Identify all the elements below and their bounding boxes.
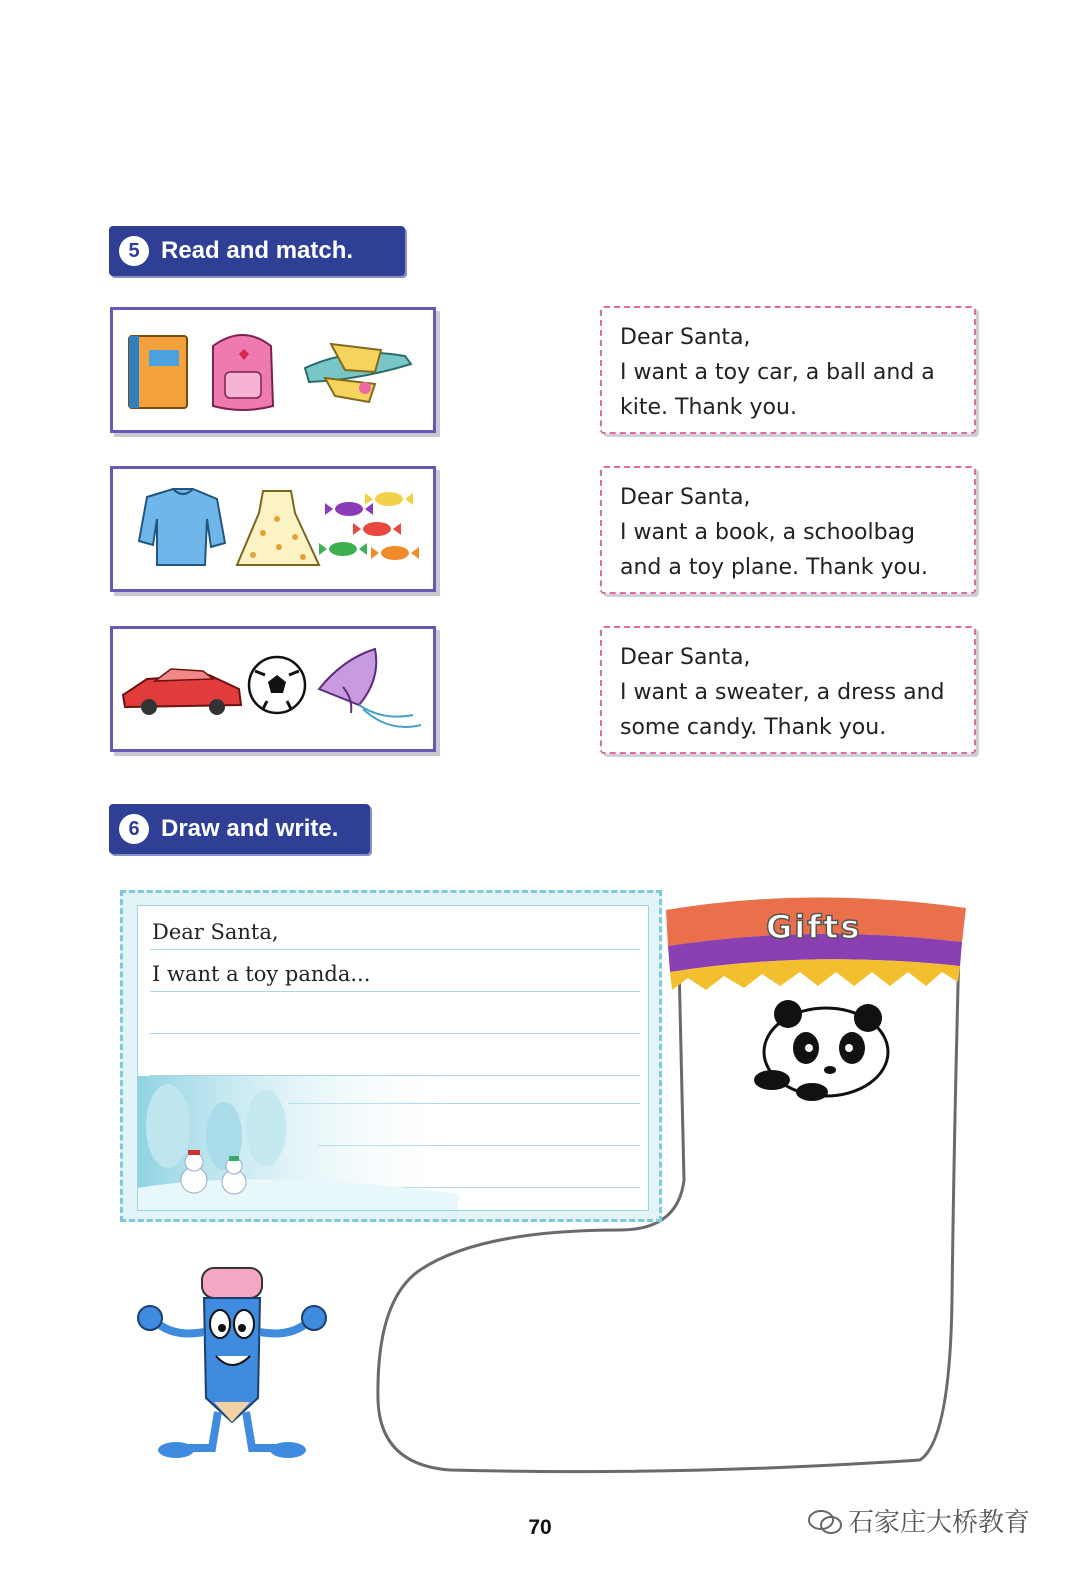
pencil-mascot-icon bbox=[132, 1262, 332, 1462]
exercise-6-title: Draw and write. bbox=[161, 815, 339, 842]
card-line-2: I want a toy panda... bbox=[152, 962, 371, 986]
exercise-5-header bbox=[109, 226, 405, 276]
candy-icon bbox=[319, 492, 419, 560]
letter-3-line-2: I want a sweater, a dress and bbox=[620, 680, 945, 705]
letter-1-line-3: kite. Thank you. bbox=[620, 395, 797, 420]
picture-box-1[interactable] bbox=[110, 307, 436, 433]
letter-2-line-2: I want a book, a schoolbag bbox=[620, 520, 916, 545]
picture-box-2[interactable] bbox=[110, 466, 436, 592]
letter-1[interactable] bbox=[600, 306, 976, 434]
letter-1-line-2: I want a toy car, a ball and a bbox=[620, 360, 935, 385]
kite-icon bbox=[319, 649, 421, 727]
writing-line bbox=[150, 1033, 640, 1034]
writing-card[interactable] bbox=[120, 890, 662, 1222]
card-line-1: Dear Santa, bbox=[152, 920, 279, 944]
letter-1-line-1: Dear Santa, bbox=[620, 325, 751, 350]
book-icon bbox=[129, 336, 187, 408]
schoolbag-icon bbox=[213, 335, 273, 410]
stocking-label: Gifts bbox=[766, 908, 862, 946]
letter-3[interactable] bbox=[600, 626, 976, 754]
watermark bbox=[808, 1502, 1030, 1539]
letter-2-line-1: Dear Santa, bbox=[620, 485, 751, 510]
winter-scene bbox=[138, 1076, 458, 1211]
exercise-5-title: Read and match. bbox=[161, 237, 354, 264]
panda-icon bbox=[754, 1000, 888, 1101]
letter-2-line-3: and a toy plane. Thank you. bbox=[620, 555, 928, 580]
letter-2[interactable] bbox=[600, 466, 976, 594]
picture-box-3[interactable] bbox=[110, 626, 436, 752]
letter-3-line-1: Dear Santa, bbox=[620, 645, 751, 670]
wechat-icon bbox=[808, 1509, 842, 1535]
exercise-5-number: 5 bbox=[119, 236, 149, 266]
exercise-6-number: 6 bbox=[119, 814, 149, 844]
toy-car-icon bbox=[123, 669, 241, 715]
writing-card-paper bbox=[137, 905, 649, 1211]
letter-3-line-3: some candy. Thank you. bbox=[620, 715, 887, 740]
ball-icon bbox=[249, 657, 305, 713]
watermark-text: 石家庄大桥教育 bbox=[848, 1508, 1031, 1538]
dress-icon bbox=[237, 491, 319, 565]
toy-plane-icon bbox=[305, 344, 411, 402]
sweater-icon bbox=[139, 489, 225, 565]
writing-line bbox=[150, 991, 640, 992]
page-number: 70 bbox=[528, 1516, 552, 1539]
writing-line bbox=[150, 949, 640, 950]
exercise-6-header bbox=[109, 804, 370, 854]
